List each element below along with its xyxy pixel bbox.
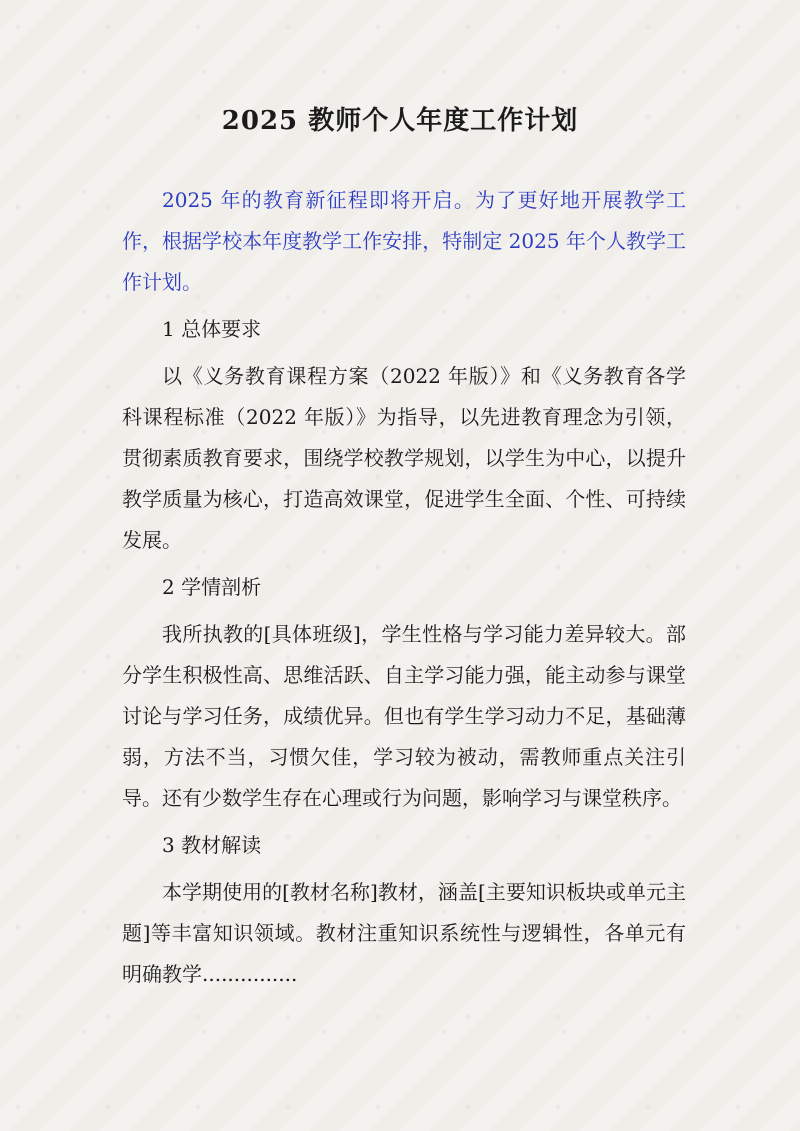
section-body-textbook-interpretation: 本学期使用的[教材名称]教材，涵盖[主要知识板块或单元主题]等丰富知识领域。教材注重知识系统性与逻辑性，各单元有明确教学...............	[122, 880, 686, 986]
intro-paragraph: 2025 年的教育新征程即将开启。为了更好地开展教学工作，根据学校本年度教学工作安排，特制定 2025 年个人教学工作计划。	[122, 188, 686, 294]
section-heading-student-analysis: 2 学情剖析	[162, 575, 262, 599]
section-heading-textbook-interpretation: 3 教材解读	[162, 833, 262, 857]
section-heading-overall-requirements: 1 总体要求	[162, 317, 262, 341]
section-body-student-analysis: 我所执教的[具体班级]，学生性格与学习能力差异较大。部分学生积极性高、思维活跃、自主学习能力强，能主动参与课堂讨论与学习任务，成绩优异。但也有学生学习动力不足，基础薄弱，方法不当，习惯欠佳，学习较为被动，需教师重点关注引导。还有少数学生存在心理或行为问题，影响学习与课堂秩序。	[122, 622, 686, 810]
document-body	[122, 180, 686, 995]
page-title: 2025 教师个人年度工作计划	[221, 106, 579, 136]
section-body-overall-requirements: 以《义务教育课程方案（2022 年版）》和《义务教育各学科课程标准（2022 年版）》为指导，以先进教育理念为引领，贯彻素质教育要求，围绕学校教学规划，以学生为中心，以提升教学质量为核心，打造高效课堂，促进学生全面、个性、可持续发展。	[122, 364, 686, 552]
